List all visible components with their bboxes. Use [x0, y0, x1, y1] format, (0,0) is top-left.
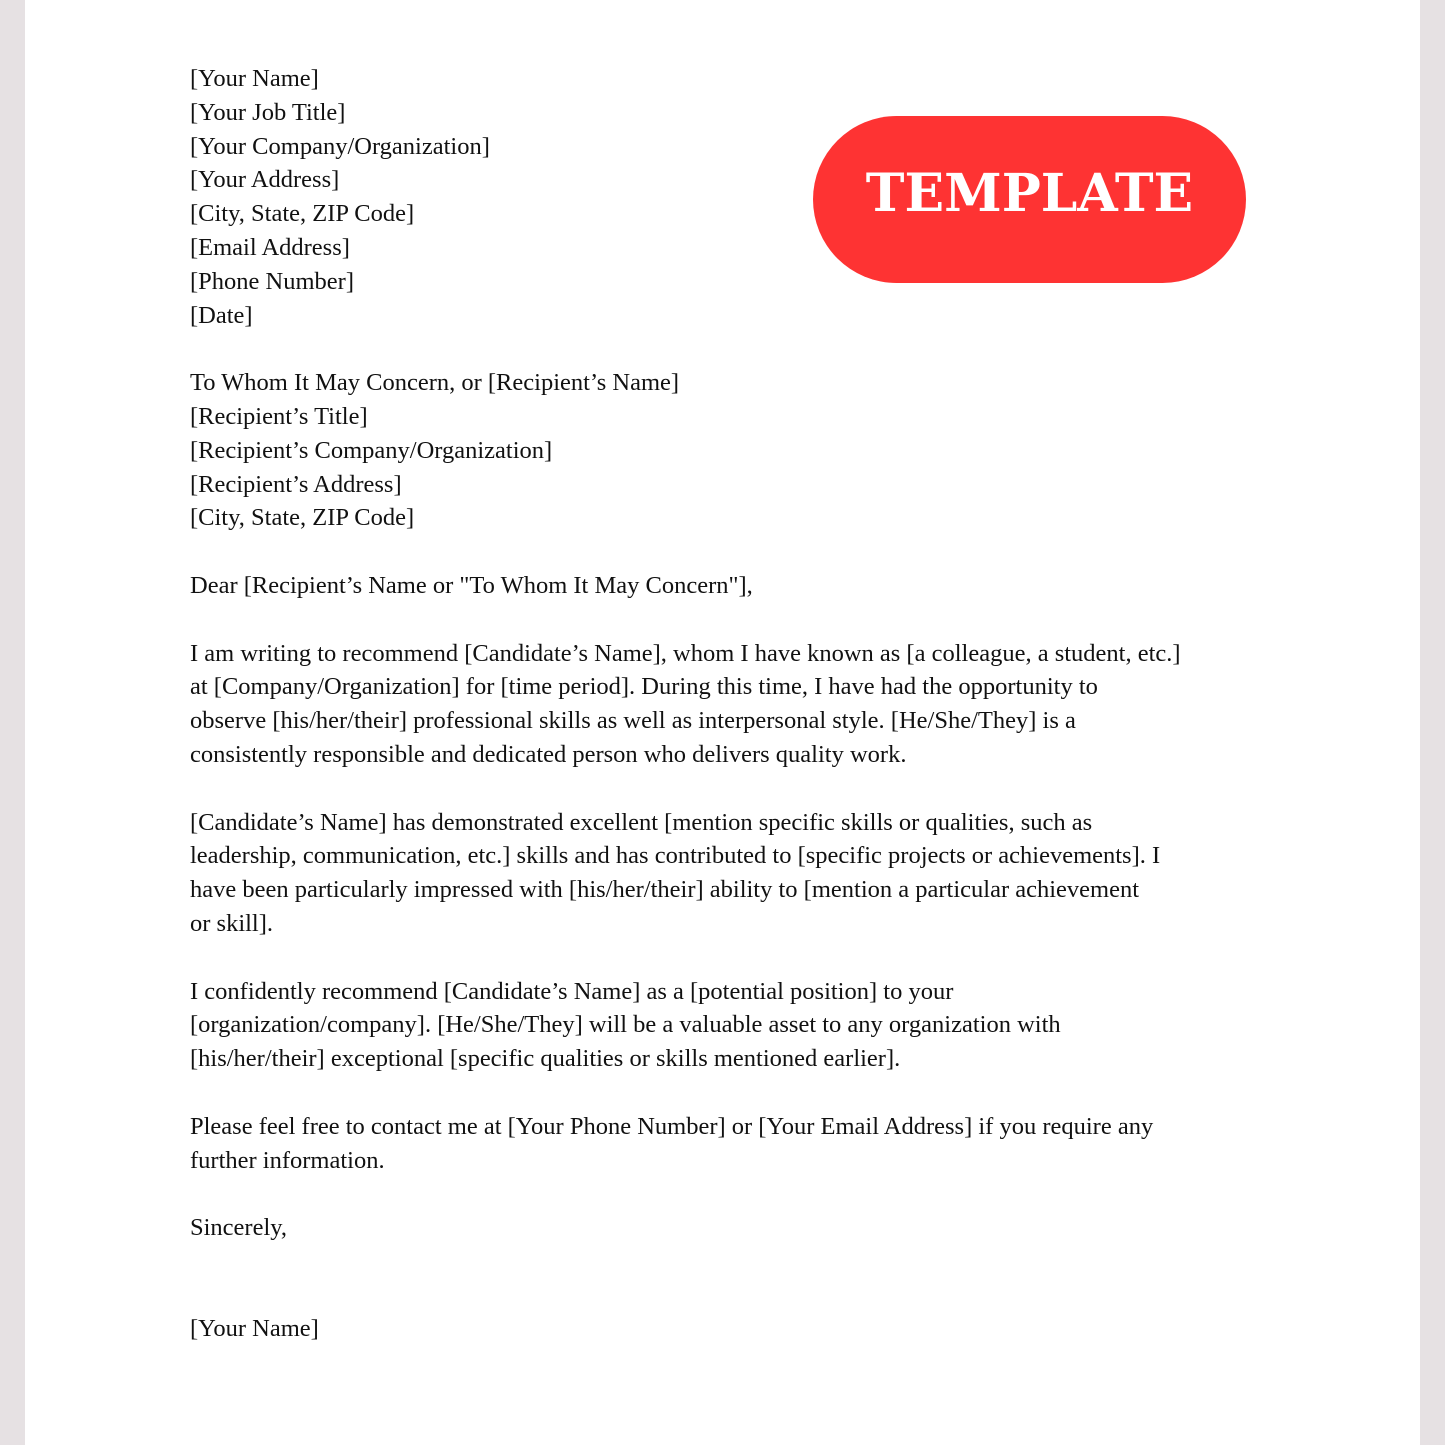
body-paragraph-1 [190, 637, 1265, 772]
spacer [190, 941, 1265, 975]
paragraph-line: consistently responsible and dedicated person who delivers quality work. [190, 740, 907, 768]
paragraph-line: or skill]. [190, 909, 274, 937]
body-paragraph-2 [190, 806, 1265, 941]
paragraph-line: further information. [190, 1146, 385, 1174]
sender-company: [Your Company/Organization] [190, 132, 490, 160]
recipient-block [190, 366, 1265, 535]
template-badge-label: TEMPLATE [865, 163, 1194, 224]
sender-job-title: [Your Job Title] [190, 98, 346, 126]
sender-email: [Email Address] [190, 233, 350, 261]
spacer [190, 1076, 1265, 1110]
body-paragraph-4 [190, 1110, 1265, 1178]
signature-space [190, 1245, 1265, 1312]
recipient-title: [Recipient’s Title] [190, 402, 368, 430]
letter-body [190, 62, 1265, 1346]
recipient-name: To Whom It May Concern, or [Recipient’s Name] [190, 369, 680, 397]
paragraph-line: leadership, communication, etc.] skills and has contributed to [specific projects or achievements]. I [190, 842, 1161, 870]
paragraph-line: have been particularly impressed with [his/her/their] ability to [mention a particular achievement [190, 876, 1140, 904]
letter-date: [Date] [190, 301, 253, 329]
paragraph-line: [his/her/their] exceptional [specific qualities or skills mentioned earlier]. [190, 1045, 901, 1073]
spacer [190, 603, 1265, 637]
body-paragraph-3 [190, 975, 1265, 1076]
paragraph-line: Please feel free to contact me at [Your Phone Number] or [Your Email Address] if you require any [190, 1112, 1154, 1140]
recipient-city-state-zip: [City, State, ZIP Code] [190, 504, 415, 532]
paragraph-line: observe [his/her/their] professional skills as well as interpersonal style. [He/She/They] is a [190, 707, 1076, 735]
document-page [25, 0, 1420, 1445]
sender-phone: [Phone Number] [190, 267, 354, 295]
sender-city-state-zip: [City, State, ZIP Code] [190, 200, 415, 228]
closing: Sincerely, [190, 1214, 288, 1242]
sender-address: [Your Address] [190, 166, 340, 194]
spacer [190, 535, 1265, 569]
paragraph-line: I confidently recommend [Candidate’s Name] as a [potential position] to your [190, 977, 954, 1005]
sender-block [190, 62, 1265, 332]
salutation: Dear [Recipient’s Name or "To Whom It May Concern"], [190, 571, 753, 599]
paragraph-line: I am writing to recommend [Candidate’s Name], whom I have known as [a colleague, a student, etc.] [190, 639, 1181, 667]
signature-name: [Your Name] [190, 1314, 319, 1342]
paragraph-line: at [Company/Organization] for [time period]. During this time, I have had the opportunity to [190, 673, 1098, 701]
spacer [190, 332, 1265, 366]
paragraph-line: [organization/company]. [He/She/They] will be a valuable asset to any organization with [190, 1011, 1061, 1039]
recipient-address: [Recipient’s Address] [190, 470, 402, 498]
spacer [190, 1177, 1265, 1211]
sender-name: [Your Name] [190, 65, 319, 92]
paragraph-line: [Candidate’s Name] has demonstrated excellent [mention specific skills or qualities, such as [190, 808, 1093, 836]
spacer [190, 772, 1265, 806]
recipient-company: [Recipient’s Company/Organization] [190, 436, 553, 464]
